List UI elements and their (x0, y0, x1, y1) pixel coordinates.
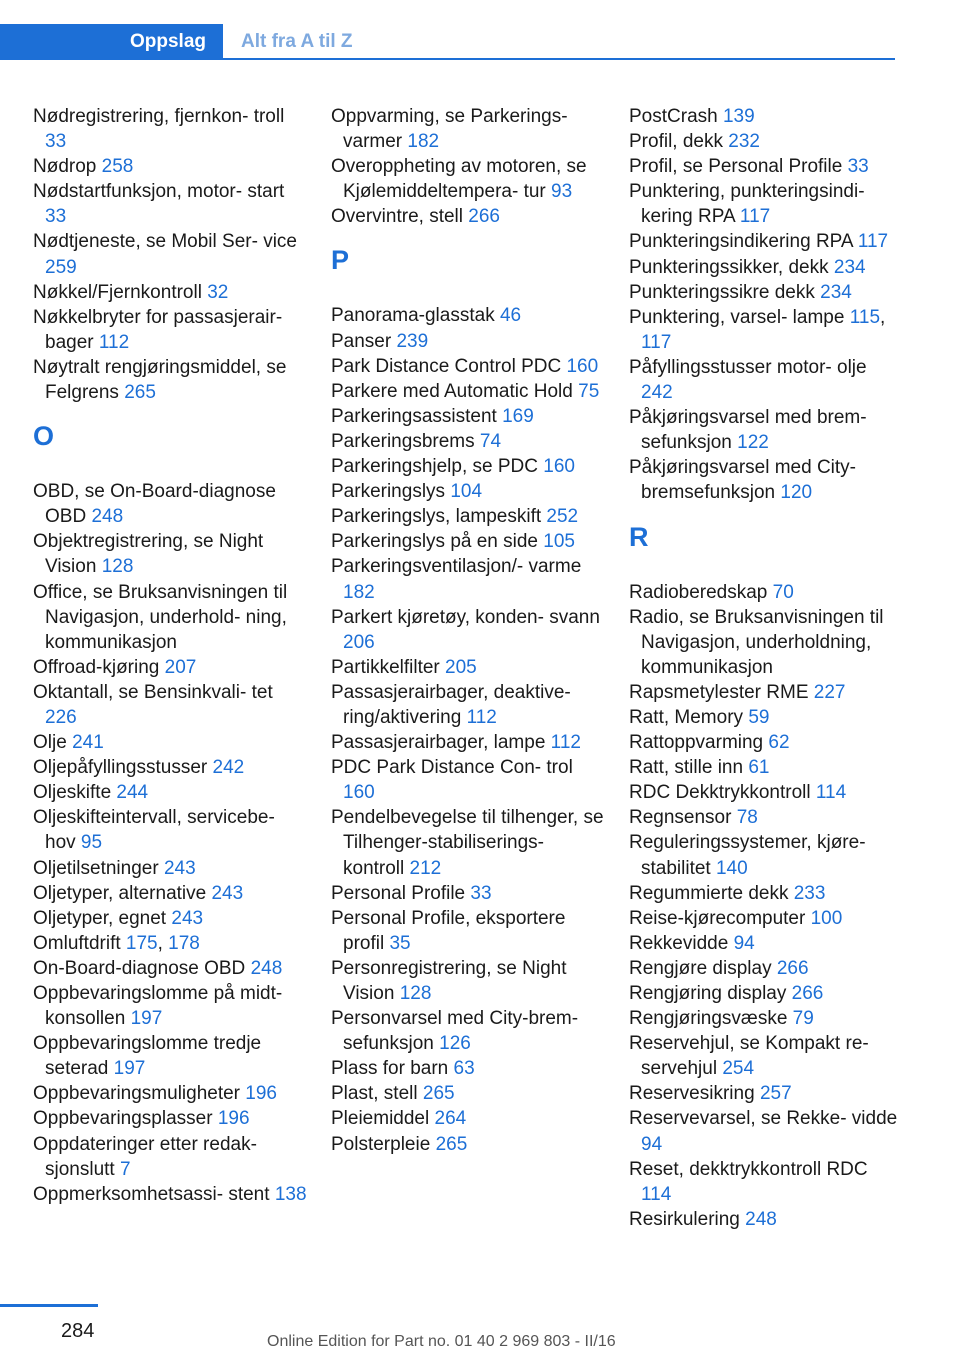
index-entry (33, 355, 308, 405)
index-entry (629, 255, 899, 280)
index-letter-heading: O (33, 421, 55, 452)
index-letter-heading: R (629, 521, 649, 552)
index-term: Oppvarming, se Parkerings‐ varmer (331, 106, 568, 153)
page-link[interactable]: 35 (389, 932, 411, 954)
page-link[interactable]: 226 (45, 706, 77, 728)
index-entry (629, 705, 899, 730)
page-link[interactable]: 62 (768, 732, 790, 754)
index-term: Rapsmetylester RME (629, 681, 814, 703)
index-entry (629, 1106, 899, 1156)
index-term: Parkeringslys (331, 481, 451, 503)
index-entry (629, 154, 899, 179)
index-term: Reset, dekktrykkontroll RDC (629, 1158, 868, 1180)
page-link[interactable]: 239 (396, 330, 429, 352)
index-entry (33, 1182, 308, 1207)
page-link[interactable]: 196 (217, 1108, 250, 1130)
index-term: Påfyllingsstusser motor‐ olje (629, 356, 867, 378)
page-link[interactable]: 160 (343, 782, 375, 804)
index-entry (33, 104, 308, 154)
index-entry (331, 1132, 606, 1157)
index-term: Personal Profile, eksportere profil (331, 907, 566, 954)
index-term: Nødregistrering, fjernkon‐ troll (33, 106, 285, 127)
page-link[interactable]: 160 (543, 456, 575, 478)
index-term: Resirkulering (629, 1208, 746, 1230)
index-column-3 (629, 104, 899, 1232)
page-link[interactable]: 139 (722, 106, 755, 127)
index-entry (331, 956, 606, 1006)
index-term: Offroad-kjøring (33, 656, 165, 678)
index-entry (33, 580, 308, 655)
page-link[interactable]: 241 (72, 732, 104, 754)
page-link[interactable]: 259 (45, 256, 77, 278)
index-term: Parkeringshjelp, se PDC (331, 456, 544, 478)
index-term: Reservevarsel, se Rekke‐ vidde (629, 1108, 898, 1130)
index-entry (33, 529, 308, 579)
footer-rule (0, 1304, 98, 1307)
page-link[interactable]: 233 (793, 882, 826, 904)
page-link[interactable]: 74 (479, 430, 502, 452)
index-term: Pleiemiddel (331, 1108, 435, 1130)
page-link[interactable]: 122 (737, 432, 769, 454)
index-entry (331, 429, 606, 454)
index-term: Plast, stell (331, 1083, 423, 1105)
index-term: Reise-kjørecomputer (629, 907, 811, 929)
index-entry (33, 805, 308, 855)
page-link[interactable]: 266 (791, 983, 824, 1004)
index-entry (629, 405, 899, 455)
header-rule (0, 58, 895, 60)
index-entry (629, 179, 899, 229)
index-entry (629, 104, 899, 129)
index-term: Ratt, stille inn (629, 757, 749, 779)
index-entry (33, 755, 308, 780)
page-link[interactable]: 169 (502, 405, 534, 427)
index-term: Nøytralt rengjøringsmiddel, se Felgrens (33, 356, 287, 404)
index-entry (629, 805, 899, 830)
page-link[interactable]: 252 (546, 506, 579, 528)
index-term: Oljeskifte (33, 782, 117, 804)
page-link[interactable]: 254 (722, 1058, 755, 1080)
index-term: Oljetilsetninger (33, 857, 164, 879)
index-entry (33, 1106, 308, 1131)
index-entry (629, 906, 899, 931)
index-entry (629, 605, 899, 680)
page-link[interactable]: 105 (543, 531, 575, 553)
index-term: Rengjøringsvæske (629, 1008, 793, 1030)
index-entry (33, 881, 308, 906)
page-link[interactable]: 120 (780, 482, 813, 504)
index-term: Oppbevaringslomme på midt‐ konsollen (33, 983, 283, 1030)
page-link[interactable]: 128 (399, 983, 432, 1004)
page-link[interactable]: 243 (171, 907, 204, 929)
index-term: Nøkkelbryter for passasjerair‐ bager (33, 306, 283, 353)
index-entry (331, 906, 606, 956)
index-term: Parkeringslys på en side (331, 531, 544, 553)
index-entry (629, 1006, 899, 1031)
index-entry (629, 355, 899, 405)
index-entry (331, 379, 606, 404)
index-term: Påkjøringsvarsel med City- bremsefunksjon (629, 457, 856, 504)
index-term: Park Distance Control PDC (331, 355, 567, 377)
page-link[interactable]: 114 (815, 782, 847, 804)
index-entry (33, 931, 308, 956)
page-link[interactable]: 94 (641, 1133, 663, 1155)
index-term: Punkteringssikre dekk (629, 281, 821, 303)
index-term: Personregistrering, se Night Vision (331, 957, 567, 1004)
page-link[interactable]: 265 (124, 382, 156, 404)
index-term: Pendelbevegelse til tilhenger, se Tilhenger-stabiliserings‐ kontroll (331, 807, 604, 879)
index-term: Parkere med Automatic Hold (331, 380, 579, 402)
index-term: Radioberedskap (629, 581, 773, 603)
page-link[interactable]: 93 (551, 181, 573, 203)
page-link[interactable]: 112 (550, 732, 581, 754)
index-entry (629, 280, 899, 305)
index-term: Regnsensor (629, 807, 737, 829)
index-term: Rengjøring display (629, 983, 792, 1004)
page-link[interactable]: 128 (101, 556, 134, 578)
section-tabs (0, 24, 895, 60)
index-entry (33, 229, 308, 279)
page-link[interactable]: 227 (813, 681, 846, 703)
page-link[interactable]: 234 (833, 256, 866, 278)
page-link[interactable]: 140 (715, 857, 748, 879)
page-link[interactable]: 63 (453, 1058, 475, 1080)
index-entry (629, 680, 899, 705)
index-term: Ratt, Memory (629, 706, 749, 728)
index-term: Polsterpleie (331, 1133, 436, 1155)
page-link[interactable]: 112 (466, 706, 497, 728)
index-entry (331, 303, 606, 328)
index-term: Oppdateringer etter redak‐ sjonslutt (33, 1133, 257, 1180)
page-link[interactable]: 265 (435, 1133, 468, 1155)
index-term: Oppbevaringsmuligheter (33, 1083, 246, 1105)
index-term: Reservesikring (629, 1083, 760, 1105)
page-link[interactable]: 248 (250, 957, 283, 979)
index-term: Nødrop (33, 156, 102, 178)
page-link[interactable]: 117 (641, 331, 672, 353)
page-link[interactable]: 243 (163, 857, 196, 879)
page-link[interactable]: 117 (857, 231, 889, 253)
page-link[interactable]: 32 (207, 281, 229, 303)
index-term: Rekkevidde (629, 932, 734, 954)
index-entry (331, 454, 606, 479)
index-entry (331, 154, 606, 204)
index-entry (331, 554, 606, 604)
index-entry (331, 730, 606, 755)
index-term: Rattoppvarming (629, 732, 769, 754)
page-link[interactable]: 244 (116, 782, 149, 804)
index-entry (33, 1132, 308, 1182)
index-term: Punkteringssikker, dekk (629, 256, 834, 278)
index-entry (33, 956, 308, 981)
page-link[interactable]: 95 (80, 832, 103, 854)
page-link[interactable]: 7 (119, 1158, 131, 1180)
index-entry (331, 529, 606, 554)
page-link[interactable]: 126 (439, 1033, 471, 1055)
index-entry (629, 730, 899, 755)
index-term: Profil, se Personal Profile (629, 156, 848, 178)
page-link[interactable]: 196 (245, 1083, 277, 1105)
page-link[interactable]: 182 (407, 131, 440, 153)
page-link[interactable]: 33 (470, 882, 492, 904)
index-term: Partikkelfilter (331, 656, 446, 678)
index-term: Parkeringsassistent (331, 405, 503, 427)
index-entry (629, 881, 899, 906)
index-entry (629, 229, 899, 254)
index-entry (331, 680, 606, 730)
index-term: On-Board-diagnose OBD (33, 957, 251, 979)
index-term: Parkert kjøretøy, konden‐ svann (331, 606, 600, 628)
index-term: Punkteringsindikering RPA (629, 231, 858, 253)
index-entry (331, 404, 606, 429)
page-link[interactable]: 178 (168, 932, 200, 954)
index-term: Personvarsel med City-brem‐ sefunksjon (331, 1008, 579, 1055)
page-link[interactable]: 266 (776, 957, 809, 979)
tab-alt-fra-a-til-z-label: Alt fra A til Z (241, 31, 353, 52)
index-column-1 (33, 104, 308, 1207)
page-link[interactable]: 266 (468, 206, 500, 228)
index-term: Oljeskifteintervall, servicebe‐ hov (33, 807, 275, 854)
index-entry (33, 479, 308, 529)
index-entry (331, 329, 606, 354)
index-term: Radio, se Bruksanvisningen til Navigasjon, underholdning, kommunikasjon (629, 606, 884, 678)
index-entry (331, 354, 606, 379)
index-entry (629, 580, 899, 605)
index-entry (629, 1157, 899, 1207)
index-entry (629, 981, 899, 1006)
page-link[interactable]: 248 (745, 1208, 777, 1230)
page-link[interactable]: 117 (739, 206, 771, 228)
index-term: Reservehjul, se Kompakt re‐ servehjul (629, 1033, 869, 1080)
page-link[interactable]: 264 (434, 1108, 467, 1130)
index-entry (331, 755, 606, 805)
page-link[interactable]: 61 (748, 757, 770, 779)
index-term: Oljetyper, egnet (33, 907, 172, 929)
index-term: Objektregistrering, se Night Vision (33, 531, 264, 578)
page-link[interactable]: 138 (274, 1183, 307, 1205)
page-link[interactable]: 75 (578, 380, 600, 402)
page-link[interactable]: 33 (45, 131, 67, 153)
index-entry (331, 1081, 606, 1106)
index-term: Reguleringssystemer, kjøre‐ stabilitet (629, 832, 866, 879)
index-entry (33, 1031, 308, 1081)
index-entry (33, 730, 308, 755)
index-term: Panser (331, 330, 397, 352)
index-term: Parkeringsbrems (331, 430, 480, 452)
index-entry (33, 280, 308, 305)
index-term: Office, se Bruksanvisningen til Navigasjon, underhold‐ ning, kommunikasjon (33, 581, 288, 653)
page-link[interactable]: 46 (499, 305, 522, 327)
page-link[interactable]: 232 (728, 131, 760, 153)
page-link[interactable]: 207 (164, 656, 197, 678)
index-entry (33, 655, 308, 680)
index-term: Overoppheting av motoren, se Kjølemiddeltempera‐ tur (331, 156, 587, 203)
page-link[interactable]: 206 (343, 631, 375, 653)
index-term: Nøkkel/Fjernkontroll (33, 281, 208, 303)
index-entry (33, 780, 308, 805)
index-term: Påkjøringsvarsel med brem‐ sefunksjon (629, 407, 867, 454)
page-link[interactable]: 205 (445, 656, 477, 678)
index-entry (629, 305, 899, 355)
page-link[interactable]: 212 (409, 857, 442, 879)
page-link[interactable]: 182 (343, 581, 375, 603)
index-term: Plass for barn (331, 1058, 454, 1080)
index-term: Parkeringsventilasjon/- varme (331, 556, 582, 578)
index-term: Oppbevaringslomme tredje seterad (33, 1033, 262, 1080)
page-link[interactable]: 242 (212, 757, 245, 779)
page-link[interactable]: 257 (759, 1083, 792, 1105)
page-link[interactable]: 78 (736, 807, 758, 829)
page-link[interactable]: 242 (641, 382, 673, 404)
page-link[interactable]: 104 (450, 481, 483, 503)
page-link[interactable]: 197 (130, 1008, 163, 1030)
tab-alt-fra-a-til-z[interactable] (241, 24, 353, 60)
page-link[interactable]: 94 (733, 932, 755, 954)
page-link[interactable]: 175 (125, 932, 158, 954)
page-link[interactable]: 33 (847, 156, 869, 178)
index-entry (629, 830, 899, 880)
index-entry (331, 104, 606, 154)
page-link[interactable]: 112 (98, 331, 130, 353)
index-term: Personal Profile (331, 882, 471, 904)
index-entry (33, 1081, 308, 1106)
page-link[interactable]: 197 (113, 1058, 146, 1080)
page-link[interactable]: 70 (772, 581, 794, 603)
index-term: RDC Dekktrykkontroll (629, 782, 816, 804)
index-entry (33, 179, 308, 229)
page-link[interactable]: 115 (849, 306, 881, 328)
page-link[interactable]: 243 (211, 882, 244, 904)
index-entry (331, 1006, 606, 1056)
index-term: Punktering, punkteringsindi‐ kering RPA (629, 181, 865, 228)
index-entry (629, 780, 899, 805)
page-link[interactable]: 79 (792, 1008, 814, 1030)
index-term: OBD, se On-Board-diagnose OBD (33, 481, 276, 528)
index-entry (331, 504, 606, 529)
page-separator: , (157, 932, 169, 954)
index-term: PostCrash (629, 106, 723, 127)
index-term: Panorama-glasstak (331, 305, 500, 327)
index-entry (33, 680, 308, 730)
index-entry (331, 479, 606, 504)
index-term: Regummierte dekk (629, 882, 794, 904)
index-entry (629, 1207, 899, 1232)
index-term: Overvintre, stell (331, 206, 469, 228)
page-link[interactable]: 234 (820, 281, 852, 303)
index-entry (629, 455, 899, 505)
index-term: Rengjøre display (629, 957, 777, 979)
index-entry (331, 805, 606, 880)
index-entry (629, 1081, 899, 1106)
index-term: Nødtjeneste, se Mobil Ser‐ vice (33, 231, 297, 253)
index-entry (331, 1056, 606, 1081)
page-separator: , (880, 306, 886, 328)
page-link[interactable]: 114 (641, 1183, 672, 1205)
index-term: Oljepåfyllingsstusser (33, 757, 213, 779)
index-term: Nødstartfunksjon, motor‐ start (33, 181, 285, 203)
index-entry (629, 755, 899, 780)
index-entry (331, 204, 606, 229)
index-column-2 (331, 104, 606, 1157)
index-term: PDC Park Distance Con‐ trol (331, 757, 573, 779)
index-entry (331, 655, 606, 680)
tab-oppslag-label: Oppslag (129, 31, 206, 52)
page-link[interactable]: 33 (45, 206, 67, 228)
tab-oppslag[interactable] (0, 24, 223, 60)
index-entry (629, 956, 899, 981)
index-letter-heading: P (331, 245, 350, 276)
edition-note: Online Edition for Part no. 01 40 2 969 803 - II/16 (267, 1333, 616, 1350)
index-term: Oppmerksomhetsassi‐ stent (33, 1183, 275, 1205)
page-number: 284 (61, 1320, 95, 1342)
index-term: Profil, dekk (629, 131, 729, 153)
page-link[interactable]: 59 (748, 706, 770, 728)
page-link[interactable]: 258 (101, 156, 134, 178)
page-link[interactable]: 100 (810, 907, 843, 929)
index-term: Punktering, varsel‐ lampe (629, 306, 850, 328)
index-entry (33, 981, 308, 1031)
index-term: Oktantall, se Bensinkvali‐ tet (33, 681, 273, 703)
index-entry (629, 129, 899, 154)
index-term: Omluftdrift (33, 932, 126, 954)
page-link[interactable]: 160 (566, 355, 599, 377)
index-term: Passasjerairbager, deaktive‐ ring/aktivering (331, 681, 571, 728)
page-link[interactable]: 248 (91, 506, 124, 528)
index-entry (33, 906, 308, 931)
index-term: Oppbevaringsplasser (33, 1108, 218, 1130)
index-entry (629, 931, 899, 956)
index-term: Oljetyper, alternative (33, 882, 212, 904)
page-link[interactable]: 265 (422, 1083, 455, 1105)
index-entry (33, 305, 308, 355)
index-term: Parkeringslys, lampeskift (331, 506, 547, 528)
index-entry (331, 881, 606, 906)
index-term: Passasjerairbager, lampe (331, 732, 551, 754)
index-entry (33, 154, 308, 179)
index-entry (33, 856, 308, 881)
index-entry (331, 1106, 606, 1131)
index-entry (629, 1031, 899, 1081)
index-term: Olje (33, 732, 73, 754)
index-entry (331, 605, 606, 655)
